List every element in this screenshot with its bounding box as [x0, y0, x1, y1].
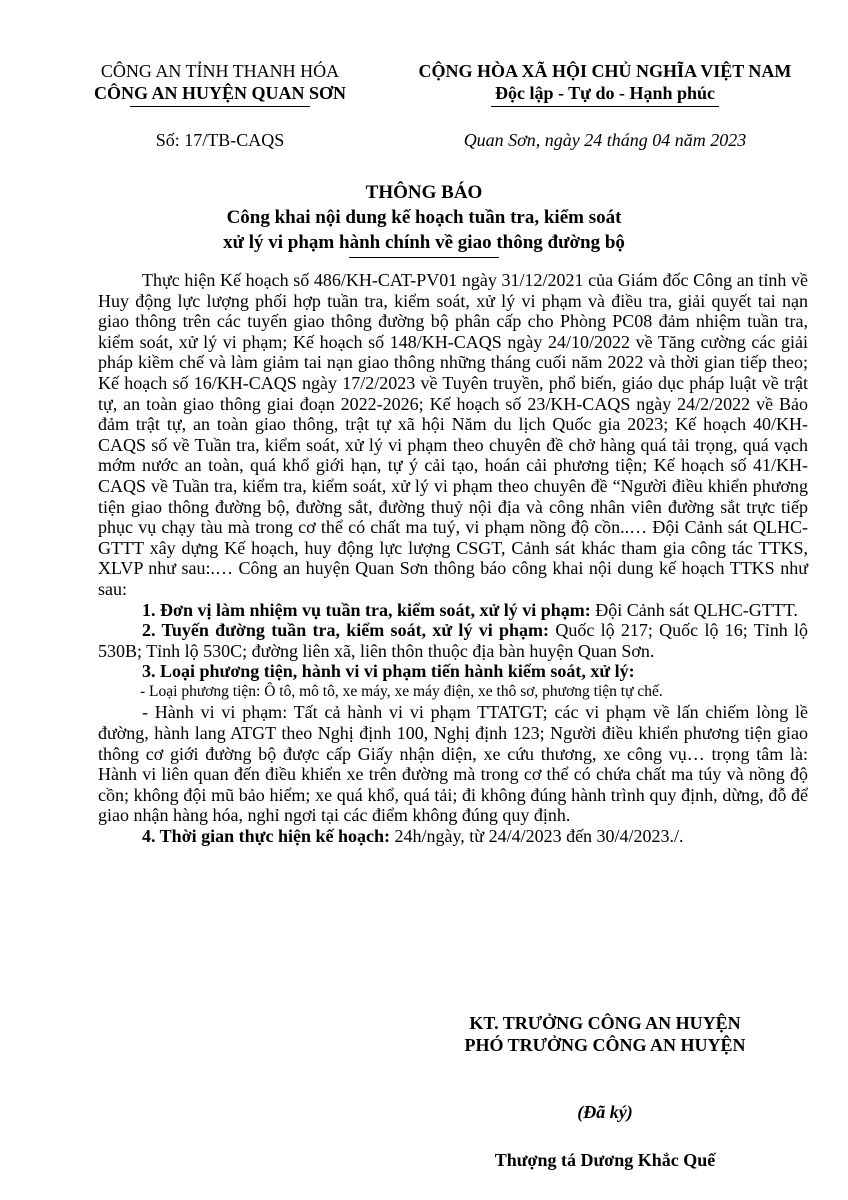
section-1-text: Đội Cảnh sát QLHC-GTTT. — [595, 599, 798, 620]
section-2-label: 2. Tuyến đường tuần tra, kiểm soát, xử lý vi phạm: — [142, 620, 550, 641]
signed-note: (Đã ký) — [577, 1102, 633, 1122]
signature-title-1: KT. TRƯỞNG CÔNG AN HUYỆN — [469, 1013, 741, 1033]
title-subtitle-2: xử lý vi phạm hành chính về giao thông đường bộ — [223, 232, 625, 253]
section-2-text: Quốc lộ 217; Quốc lộ 16; Tỉnh lộ 530B; Tỉnh lộ 530C; đường liên xã, liên thôn thuộc địa bàn huyện Quan Sơn. — [98, 620, 809, 661]
agency-name: CÔNG AN HUYỆN QUAN SƠN — [93, 83, 347, 103]
country-name: CỘNG HÒA XÃ HỘI CHỦ NGHĨA VIỆT NAM — [418, 61, 792, 81]
section-4-label: 4. Thời gian thực hiện kế hoạch: — [142, 826, 390, 847]
title-subtitle-1: Công khai nội dung kế hoạch tuần tra, kiểm soát — [226, 207, 622, 228]
section-1-label: 1. Đơn vị làm nhiệm vụ tuần tra, kiểm soát, xử lý vi phạm: — [142, 599, 591, 620]
section-2 — [98, 620, 808, 661]
section-4-text: 24h/ngày, từ 24/4/2023 đến 30/4/2023./. — [394, 826, 684, 847]
section-4 — [98, 826, 808, 847]
document-body — [98, 270, 808, 847]
signature-title-2: PHÓ TRƯỞNG CÔNG AN HUYỆN — [464, 1035, 746, 1055]
signature-block — [400, 1012, 810, 1056]
signer-name: Thượng tá Dương Khắc Quế — [494, 1150, 716, 1170]
document-number: Số: 17/TB-CAQS — [155, 130, 285, 150]
agency-parent: CÔNG AN TỈNH THANH HÓA — [100, 61, 340, 81]
national-header — [400, 60, 810, 107]
agency-header — [70, 60, 370, 107]
violation-types: - Hành vi vi phạm: Tất cả hành vi vi phạm TTATGT; các vi phạm về lấn chiếm lòng lề đường, hành lang ATGT theo Nghị định 100, Nghị định 123; Người điều khiển phương tiện giao thông cơ giới đường bộ được cấp Giấy nhận diện, xe cứu thương, xe công vụ… trọng tâm là: Hành vi liên quan đến điều khiển xe trên đường mà trong cơ thể có chứa chất ma túy và nồng độ cồn; không đội mũ bảo hiểm; xe quá khổ, quá tải; đi không đúng hành trình quy định, dừng, đỗ để giao nhận hàng hóa, nghỉ ngơi tại các điểm không đúng quy định. — [98, 702, 808, 826]
intro-paragraph: Thực hiện Kế hoạch số 486/KH-CAT-PV01 ngày 31/12/2021 của Giám đốc Công an tỉnh về Huy động lực lượng phối hợp tuần tra, kiểm soát, xử lý vi phạm và điều tra, giải quyết tai nạn giao thông trên các tuyến giao thông đường bộ phân cấp cho Phòng PC08 đảm nhiệm tuần tra, kiểm soát, xử lý vi phạm; Kế hoạch số 148/KH-CAQS ngày 24/10/2022 về Tăng cường các giải pháp kiềm chế và làm giảm tai nạn giao thông những tháng cuối năm 2022 và thời gian tiếp theo; Kế hoạch số 16/KH-CAQS ngày 17/2/2023 về Tuyên truyền, phổ biến, giáo dục pháp luật về trật tự, an toàn giao thông giai đoạn 2022-2026; Kế hoạch số 23/KH-CAQS ngày 24/2/2022 về Bảo đảm trật tự, an toàn giao thông, trật tự xã hội Năm du lịch Quốc gia 2023; Kế hoạch 40/KH-CAQS số về Tuần tra, kiểm soát, xử lý vi phạm theo chuyên đề chở hàng quá tải trọng, quá vạch mớm nước an toàn, quá khổ giới hạn, tự ý cải tạo, hoán cải phương tiện; Kế hoạch số 41/KH-CAQS về Tuần tra, kiểm tra, kiểm soát, xử lý vi phạm theo chuyên đề “Người điều khiển phương tiện giao thông đường bộ, đường sắt, đường thuỷ nội địa và công nhân viên đường sắt trực tiếp phục vụ chạy tàu mà trong cơ thể có chất ma tuý, vi phạm nồng độ cồn..… Đội Cảnh sát QLHC-GTTT xây dựng Kế hoạch, huy động lực lượng CSGT, Cảnh sát khác tham gia công tác TTKS, XLVP như sau:.… Công an huyện Quan Sơn thông báo công khai nội dung kế hoạch TTKS như sau: — [98, 270, 808, 599]
motto-underline — [491, 106, 719, 107]
title-underline — [349, 257, 499, 258]
section-3 — [98, 661, 808, 682]
section-3-label: 3. Loại phương tiện, hành vi vi phạm tiến hành kiểm soát, xử lý: — [142, 661, 635, 682]
title-heading: THÔNG BÁO — [365, 182, 483, 203]
section-1 — [98, 600, 808, 621]
vehicle-types: - Loại phương tiện: Ô tô, mô tô, xe máy, xe máy điện, xe thô sơ, phương tiện tự chế. — [140, 682, 663, 700]
national-motto: Độc lập - Tự do - Hạnh phúc — [494, 83, 716, 103]
document-title — [0, 180, 848, 258]
agency-underline — [130, 106, 310, 107]
place-date: Quan Sơn, ngày 24 tháng 04 năm 2023 — [463, 130, 747, 150]
